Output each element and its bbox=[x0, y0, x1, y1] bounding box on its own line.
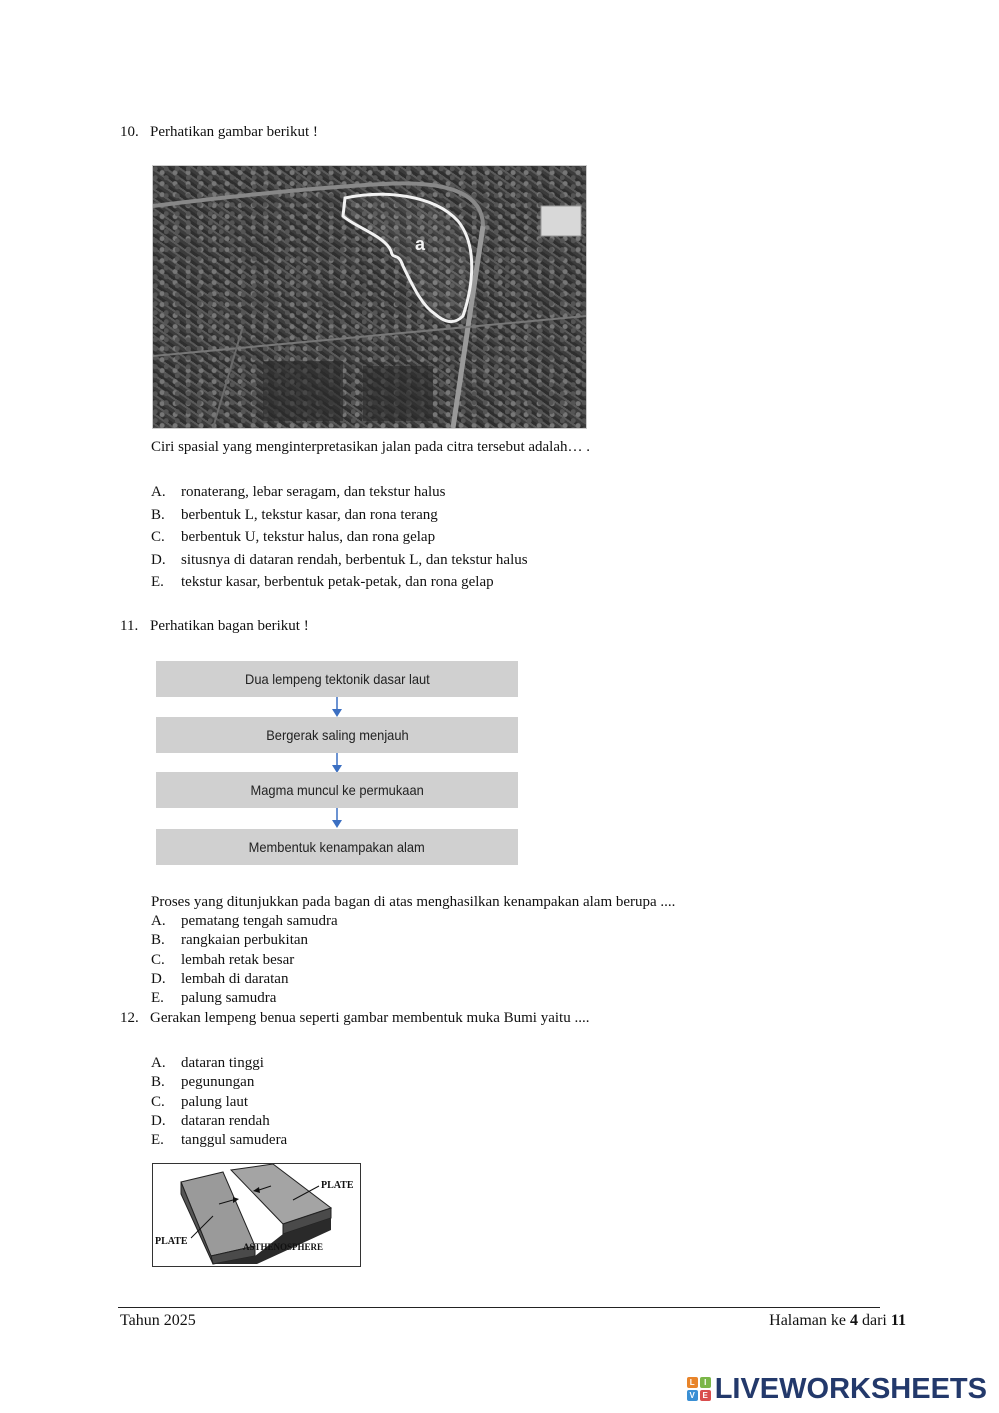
option-row[interactable] bbox=[151, 912, 338, 931]
option-letter: A. bbox=[151, 913, 166, 929]
flow-step-label: Dua lempeng tektonik dasar laut bbox=[244, 671, 430, 687]
option-letter: B. bbox=[151, 932, 165, 949]
option-letter: B. bbox=[151, 1074, 165, 1091]
liveworksheets-logo-icon: L I V E bbox=[687, 1377, 711, 1401]
option-text: lembah retak besar bbox=[181, 951, 295, 968]
option-text: tanggul samudera bbox=[181, 1132, 288, 1149]
flow-step-2 bbox=[156, 717, 518, 753]
option-row[interactable] bbox=[151, 989, 338, 1008]
aerial-photo bbox=[152, 165, 587, 429]
option-row[interactable] bbox=[151, 483, 528, 506]
page-prefix: Halaman ke bbox=[769, 1312, 850, 1329]
option-text: berbentuk U, tekstur halus, dan rona gelap bbox=[181, 529, 436, 546]
option-letter: E. bbox=[151, 1132, 164, 1149]
option-row[interactable] bbox=[151, 1131, 287, 1150]
question-number: 10. bbox=[120, 124, 139, 140]
option-text: dataran rendah bbox=[181, 1112, 270, 1129]
footer-year: Tahun 2025 bbox=[120, 1312, 196, 1329]
question-prompt: Perhatikan gambar berikut ! bbox=[150, 124, 318, 140]
arrow-down-icon bbox=[330, 697, 344, 719]
option-row[interactable] bbox=[151, 1054, 287, 1073]
label-plate-top: PLATE bbox=[321, 1180, 354, 1191]
option-letter: A. bbox=[151, 1055, 166, 1071]
question-text: Gerakan lempeng benua seperti gambar membentuk muka Bumi yaitu .... bbox=[150, 1010, 590, 1026]
option-text: palung samudra bbox=[181, 990, 277, 1007]
option-row[interactable] bbox=[151, 528, 528, 551]
option-text: ronaterang, lebar seragam, dan tekstur halus bbox=[181, 484, 446, 500]
page-mid: dari bbox=[858, 1312, 891, 1329]
option-text: pegunungan bbox=[181, 1074, 255, 1091]
question-12-options bbox=[151, 1054, 287, 1150]
option-letter: D. bbox=[151, 970, 166, 987]
arrow-down-icon bbox=[330, 808, 344, 830]
flow-step-3 bbox=[156, 772, 518, 808]
option-row[interactable] bbox=[151, 1073, 287, 1092]
option-letter: E. bbox=[151, 990, 164, 1007]
flow-step-label: Membentuk kenampakan alam bbox=[248, 839, 426, 855]
option-letter: C. bbox=[151, 951, 165, 968]
option-text: pematang tengah samudra bbox=[181, 913, 338, 929]
option-text: berbentuk L, tekstur kasar, dan rona terang bbox=[181, 506, 438, 523]
option-row[interactable] bbox=[151, 970, 338, 989]
flow-step-label: Bergerak saling menjauh bbox=[265, 727, 409, 743]
option-letter: C. bbox=[151, 529, 165, 546]
option-row[interactable] bbox=[151, 931, 338, 950]
question-11-header bbox=[120, 617, 309, 636]
option-letter: A. bbox=[151, 484, 166, 500]
option-letter: B. bbox=[151, 506, 165, 523]
label-asthenosphere: ASTHENOSPHERE bbox=[243, 1242, 324, 1252]
flow-step-label: Magma muncul ke permukaan bbox=[250, 782, 424, 798]
page-current: 4 bbox=[850, 1312, 858, 1329]
footer-page-number bbox=[769, 1311, 906, 1331]
option-letter: C. bbox=[151, 1093, 165, 1110]
option-row[interactable] bbox=[151, 1112, 287, 1131]
question-10-options bbox=[151, 483, 528, 596]
question-number: 12. bbox=[120, 1010, 139, 1026]
question-number: 11. bbox=[120, 618, 139, 634]
question-12-header bbox=[120, 1009, 589, 1028]
question-10-text: Ciri spasial yang menginterpretasikan jalan pada citra tersebut adalah… . bbox=[151, 439, 591, 455]
option-row[interactable] bbox=[151, 551, 528, 574]
flow-step-4 bbox=[156, 829, 518, 865]
flow-step-1 bbox=[156, 661, 518, 697]
option-text: lembah di daratan bbox=[181, 970, 289, 987]
option-text: situsnya di dataran rendah, berbentuk L, dan tekstur halus bbox=[181, 551, 528, 568]
option-row[interactable] bbox=[151, 573, 528, 596]
option-text: palung laut bbox=[181, 1093, 249, 1110]
option-text: rangkaian perbukitan bbox=[181, 932, 309, 949]
option-letter: D. bbox=[151, 551, 166, 568]
label-plate-left: PLATE bbox=[155, 1236, 188, 1247]
option-text: tekstur kasar, berbentuk petak-petak, dan rona gelap bbox=[181, 574, 494, 591]
brand-name: LIVEWORKSHEETS bbox=[714, 1372, 987, 1405]
question-11-options bbox=[151, 912, 338, 1008]
option-row[interactable] bbox=[151, 1093, 287, 1112]
option-row[interactable] bbox=[151, 951, 338, 970]
question-10-header bbox=[120, 123, 318, 142]
page-total: 11 bbox=[890, 1312, 906, 1329]
option-text: dataran tinggi bbox=[181, 1055, 264, 1071]
liveworksheets-logo[interactable] bbox=[687, 1372, 987, 1406]
option-letter: D. bbox=[151, 1112, 166, 1129]
plate-diagram bbox=[152, 1163, 361, 1267]
option-letter: E. bbox=[151, 574, 164, 591]
image-label-a: a bbox=[415, 234, 426, 254]
option-row[interactable] bbox=[151, 506, 528, 529]
question-prompt: Perhatikan bagan berikut ! bbox=[150, 618, 309, 634]
question-11-text: Proses yang ditunjukkan pada bagan di atas menghasilkan kenampakan alam berupa .... bbox=[151, 894, 676, 910]
footer-divider bbox=[118, 1307, 880, 1308]
